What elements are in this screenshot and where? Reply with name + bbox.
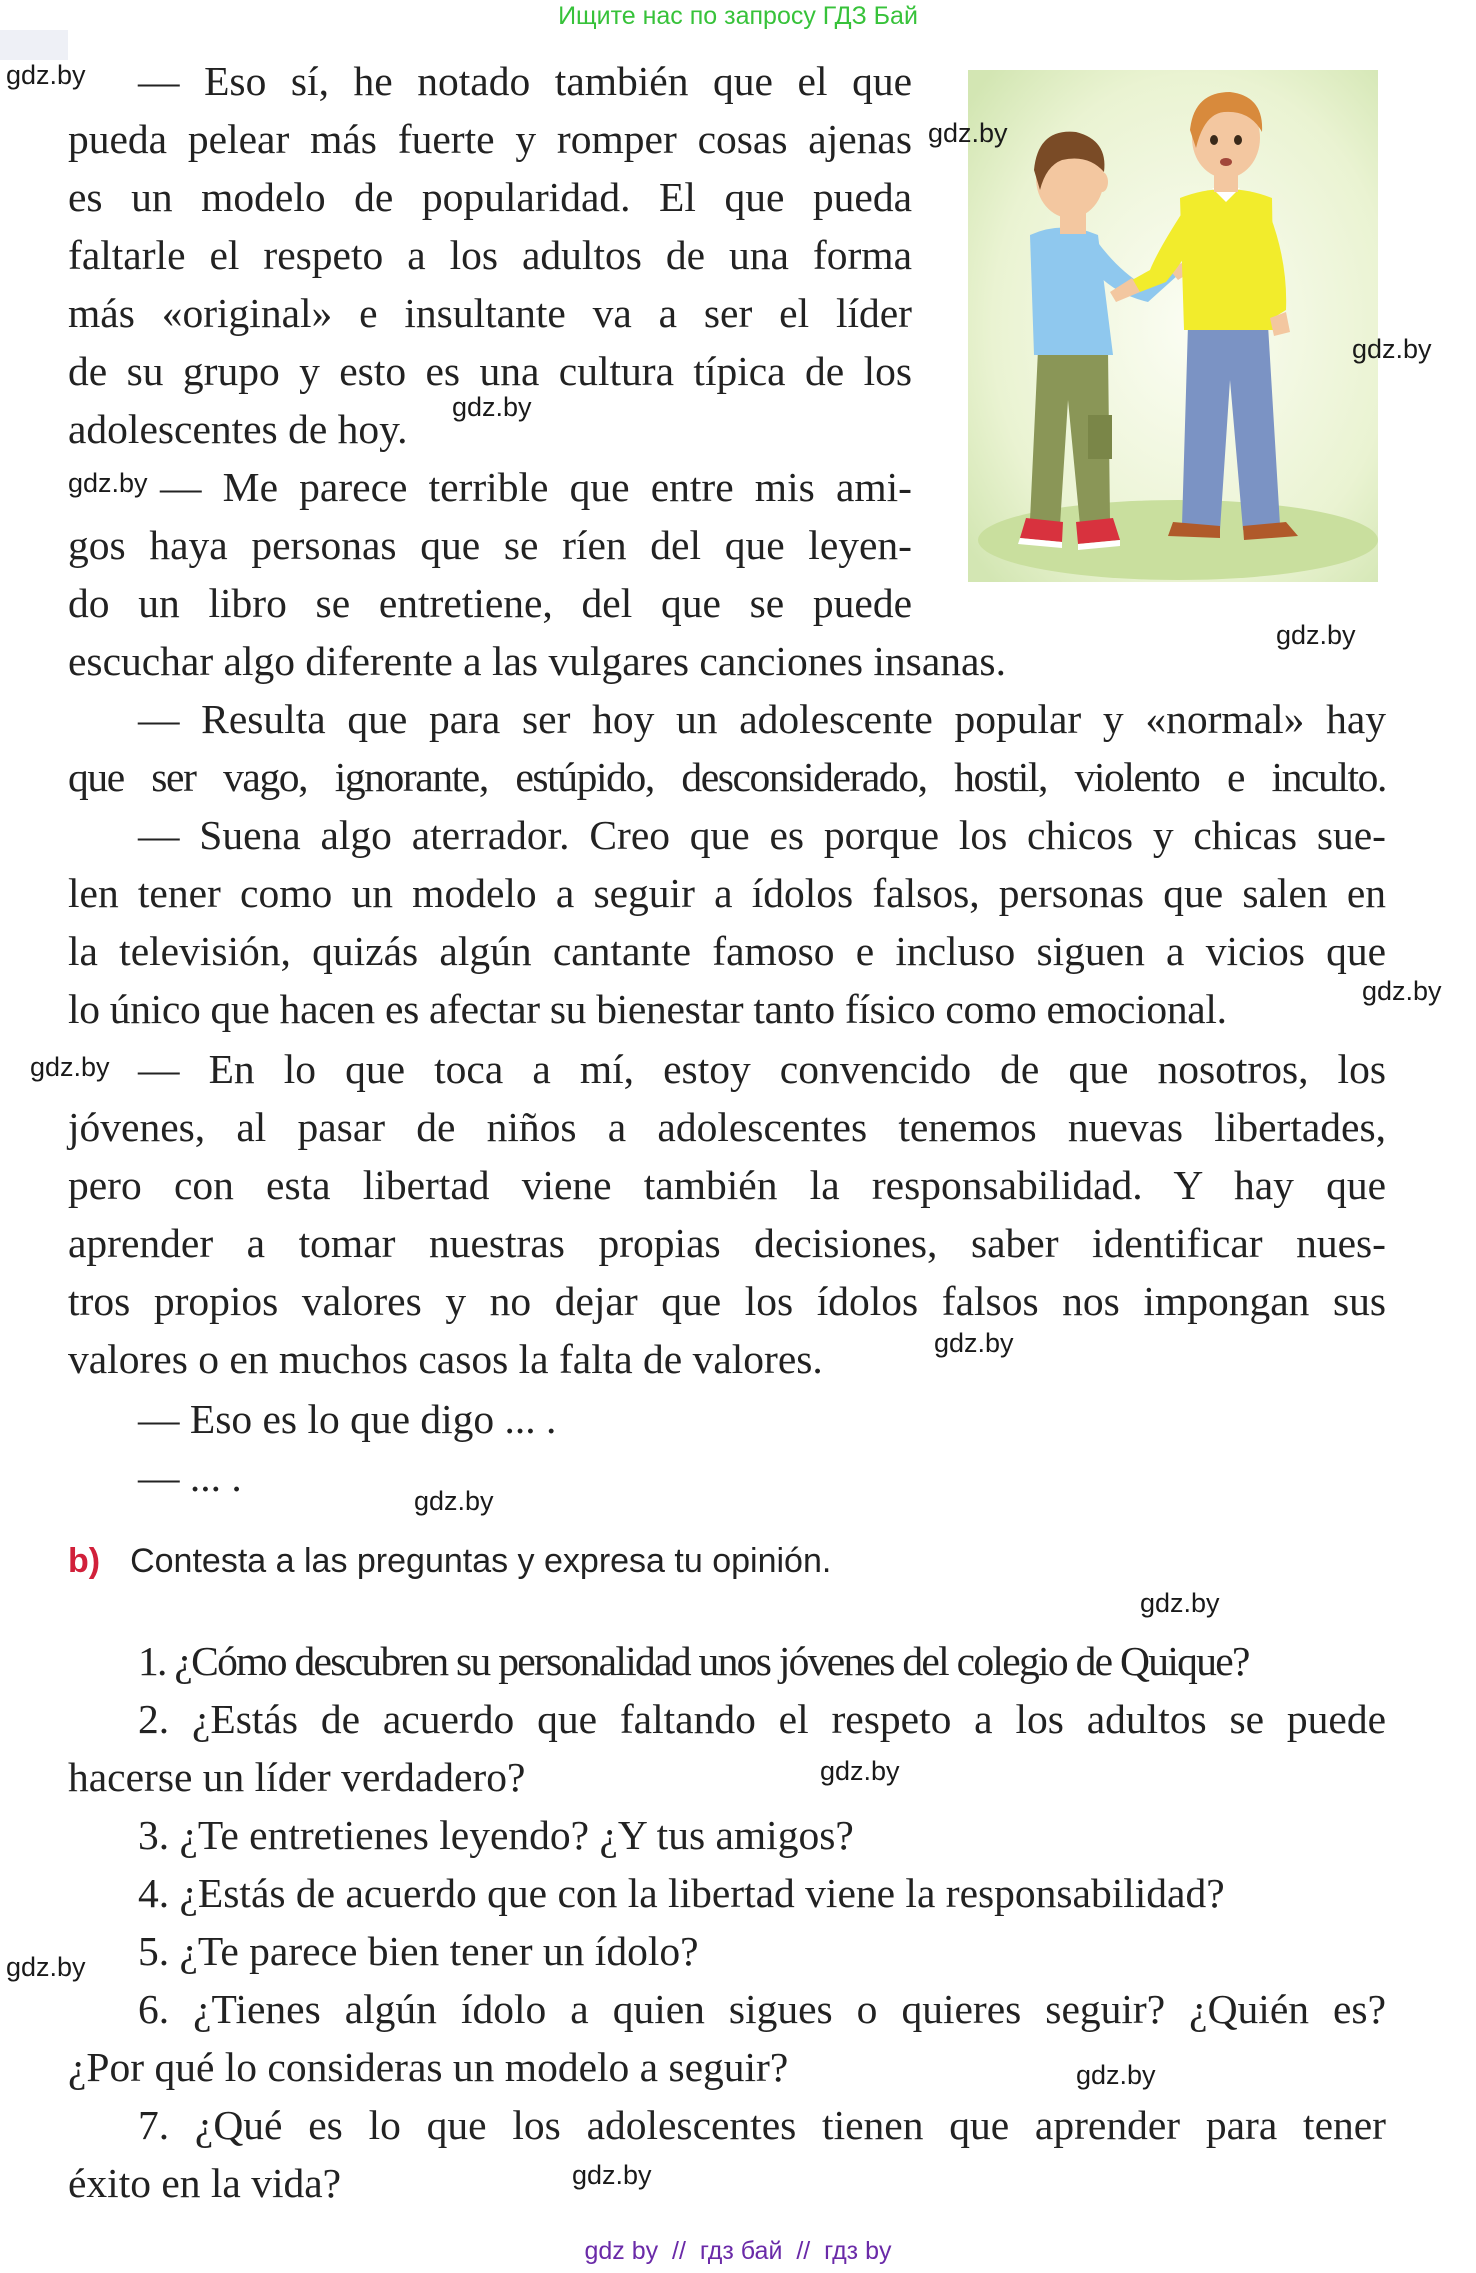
question-line: éxito en la vida?: [68, 2160, 342, 2206]
question-line: hacerse un líder verdadero?: [68, 1754, 526, 1800]
question-line: 5. ¿Te parece bien tener un ídolo?: [138, 1928, 699, 1974]
dialogue-line: más «original» e insultante va a ser el líder: [68, 290, 912, 336]
watermark: gdz.by: [1140, 1588, 1220, 1618]
dialogue-line: la televisión, quizás algún cantante famoso e incluso siguen a vicios que: [68, 928, 1386, 974]
task-letter: b): [68, 1542, 101, 1580]
top-banner[interactable]: Ищите нас по запросу ГДЗ Бай: [558, 2, 918, 30]
watermark: gdz.by: [414, 1486, 494, 1516]
watermark: gdz.by: [928, 118, 1008, 148]
question-line: 2. ¿Estás de acuerdo que faltando el respeto a los adultos se puede: [138, 1696, 1386, 1742]
dialogue-line: do un libro se entretiene, del que se puede: [68, 580, 912, 626]
questions-list: [0, 1600, 1476, 2206]
watermark: gdz.by: [1362, 976, 1442, 1006]
dialogue-line: adolescentes de hoy.: [68, 406, 408, 452]
dialogue-line: pueda pelear más fuerte y romper cosas ajenas: [68, 116, 912, 162]
watermark: gdz.by: [1076, 2060, 1156, 2090]
task-instruction: Contesta a las preguntas y expresa tu opinión.: [130, 1542, 832, 1580]
question-line: 1. ¿Cómo descubren su personalidad unos jóvenes del colegio de Quique?: [138, 1638, 1249, 1684]
watermark: gdz.by: [30, 1052, 110, 1082]
dialogue-line: — Me parece terrible que entre mis ami-: [160, 464, 912, 510]
watermark: gdz.by: [1352, 334, 1432, 364]
dialogue-line: tros propios valores y no dejar que los ídolos falsos nos impongan sus: [68, 1278, 1386, 1324]
dialogue-line: — En lo que toca a mí, estoy convencido de que nosotros, los: [138, 1046, 1386, 1092]
watermark: gdz.by: [6, 60, 86, 90]
dialogue-line: lo único que hacen es afectar su bienestar tanto físico como emocional.: [68, 986, 1227, 1032]
watermark: gdz.by: [934, 1328, 1014, 1358]
question-line: 7. ¿Qué es lo que los adolescentes tienen que aprender para tener: [138, 2102, 1386, 2148]
task-b-heading: [68, 1542, 831, 1581]
watermark: gdz.by: [572, 2160, 652, 2190]
dialogue-line: — Suena algo aterrador. Creo que es porque los chicos y chicas sue-: [138, 812, 1386, 858]
question-line: ¿Por qué lo consideras un modelo a seguir?: [68, 2044, 789, 2090]
dialogue-line: gos haya personas que se ríen del que leyen-: [68, 522, 912, 568]
dialogue-line: — Eso sí, he notado también que el que: [138, 58, 912, 104]
dialogue-line: valores o en muchos casos la falta de valores.: [68, 1336, 823, 1382]
bottom-banner[interactable]: gdz by // гдз бай // гдз by: [584, 2237, 892, 2265]
dialogue-line: faltarle el respeto a los adultos de una forma: [68, 232, 912, 278]
dialogue-line: — ... .: [138, 1454, 242, 1500]
watermark: gdz.by: [452, 392, 532, 422]
dialogue-line: es un modelo de popularidad. El que pueda: [68, 174, 912, 220]
watermark: gdz.by: [68, 468, 148, 498]
dialogue-line: len tener como un modelo a seguir a ídolos falsos, personas que salen en: [68, 870, 1386, 916]
dialogue-line: aprender a tomar nuestras propias decisiones, saber identificar nues-: [68, 1220, 1386, 1266]
dialogue-line: escuchar algo diferente a las vulgares canciones insanas.: [68, 638, 1006, 684]
dialogue-line: jóvenes, al pasar de niños a adolescentes tenemos nuevas libertades,: [68, 1104, 1386, 1150]
question-line: 3. ¿Te entretienes leyendo? ¿Y tus amigos?: [138, 1812, 854, 1858]
dialogue-line: pero con esta libertad viene también la responsabilidad. Y hay que: [68, 1162, 1386, 1208]
watermark: gdz.by: [1276, 620, 1356, 650]
question-line: 6. ¿Tienes algún ídolo a quien sigues o quieres seguir? ¿Quién es?: [138, 1986, 1386, 2032]
dialogue-line: — Eso es lo que digo ... .: [138, 1396, 557, 1442]
dialogue-line: — Resulta que para ser hoy un adolescente popular y «normal» hay: [138, 696, 1386, 742]
watermark: gdz.by: [6, 1952, 86, 1982]
watermark: gdz.by: [820, 1756, 900, 1786]
dialogue-line: de su grupo y esto es una cultura típica de los: [68, 348, 912, 394]
dialogue-line: que ser vago, ignorante, estúpido, desconsiderado, hostil, violento e inculto.: [68, 754, 1386, 800]
question-line: 4. ¿Estás de acuerdo que con la libertad viene la responsabilidad?: [138, 1870, 1225, 1916]
